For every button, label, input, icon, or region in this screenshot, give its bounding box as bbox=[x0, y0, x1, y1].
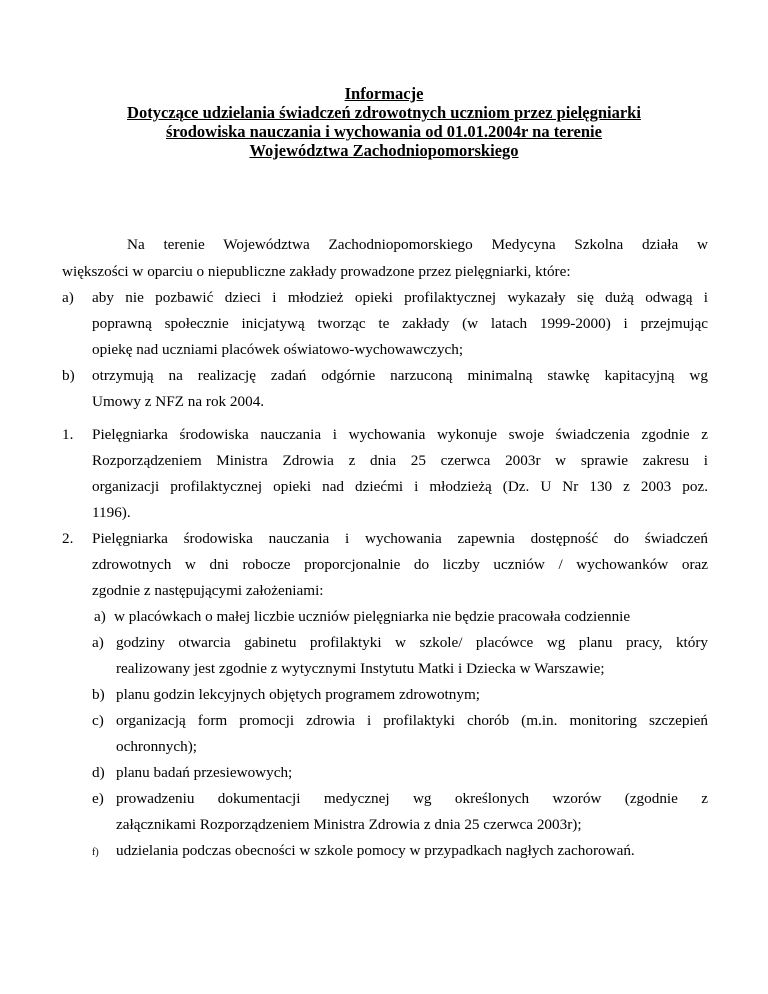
numbered-item-label: 2. bbox=[62, 530, 74, 547]
list-a-item-line: poprawną społecznie inicjatywą tworząc te zakłady (w latach 1999-2000) i przejmując bbox=[92, 315, 708, 332]
title-line-3: środowiska nauczania i wychowania od 01.01.2004r na terenie bbox=[166, 122, 602, 141]
subpoint-item bbox=[92, 838, 708, 864]
subpoint-line: prowadzeniu dokumentacji medycznej wg określonych wzorów (zgodnie z bbox=[116, 790, 708, 807]
subpoint-line: organizacją form promocji zdrowia i profilaktyki chorób (m.in. monitoring szczepień bbox=[116, 712, 708, 729]
list-a-item-label: a) bbox=[62, 289, 74, 306]
list-a-item bbox=[62, 363, 708, 415]
numbered-item-line: zdrowotnych w dni robocze proporcjonalnie do liczby uczniów / wychowanków oraz bbox=[92, 556, 708, 573]
subpoint-label: b) bbox=[92, 686, 105, 703]
document-title bbox=[60, 84, 708, 160]
subpoint-line: realizowany jest zgodnie z wytycznymi Instytutu Matki i Dziecka w Warszawie; bbox=[116, 660, 605, 677]
subpoint-label: c) bbox=[92, 712, 104, 729]
subpoint-line: załącznikami Rozporządzeniem Ministra Zdrowia z dnia 25 czerwca 2003r); bbox=[116, 816, 582, 833]
subpoint-line: planu badań przesiewowych; bbox=[116, 764, 293, 781]
numbered-item-line: Rozporządzeniem Ministra Zdrowia z dnia 25 czerwca 2003r w sprawie zakresu i bbox=[92, 452, 708, 469]
list-a-item-line: aby nie pozbawić dzieci i młodzież opieki profilaktycznej wykazały się dużą odwagą i bbox=[92, 289, 708, 306]
subpoint-line: ochronnych); bbox=[116, 738, 197, 755]
subpoint-label: e) bbox=[92, 790, 104, 807]
subpoint-item bbox=[92, 708, 708, 760]
intro-line-1: Na terenie Województwa Zachodniopomorskiego Medycyna Szkolna działa w bbox=[127, 236, 708, 253]
title-line-1: Informacje bbox=[344, 84, 424, 103]
numbered-item-line: 1196). bbox=[92, 504, 131, 521]
numbered-item-line: Pielęgniarka środowiska nauczania i wychowania zapewnia dostępność do świadczeń bbox=[92, 530, 708, 547]
subpoint-item bbox=[92, 760, 708, 786]
numbered-item-line: Pielęgniarka środowiska nauczania i wychowania wykonuje swoje świadczenia zgodnie z bbox=[92, 426, 708, 443]
subpoint-line: godziny otwarcia gabinetu profilaktyki w szkole/ placówce wg planu pracy, który bbox=[116, 634, 708, 651]
subpoint-item bbox=[92, 786, 708, 838]
subpoint-item bbox=[92, 682, 708, 708]
subpoint-label: f) bbox=[92, 847, 99, 858]
intro-line-2: większości w oparciu o niepubliczne zakłady prowadzone przez pielęgniarki, które: bbox=[62, 263, 571, 280]
numbered-item-line: organizacji profilaktycznej opieki nad dziećmi i młodzieżą (Dz. U Nr 130 z 2003 poz. bbox=[92, 478, 708, 495]
subpoint-list bbox=[92, 604, 708, 864]
subpoint-label: d) bbox=[92, 764, 105, 781]
subpoint-item bbox=[92, 604, 708, 630]
numbered-list bbox=[62, 422, 708, 864]
list-a-item bbox=[62, 285, 708, 363]
list-a-item-line: opiekę nad uczniami placówek oświatowo-wychowawczych; bbox=[92, 341, 464, 358]
list-a-item-line: Umowy z NFZ na rok 2004. bbox=[92, 393, 265, 410]
list-a-item-line: otrzymują na realizację zadań odgórnie narzuconą minimalną stawkę kapitacyjną wg bbox=[92, 367, 708, 384]
title-line-2: Dotyczące udzielania świadczeń zdrowotnych uczniom przez pielęgniarki bbox=[127, 103, 641, 122]
numbered-item-label: 1. bbox=[62, 426, 74, 443]
subpoint-line: udzielania podczas obecności w szkole pomocy w przypadkach nagłych zachorowań. bbox=[116, 842, 635, 859]
title-line-4: Województwa Zachodniopomorskiego bbox=[249, 141, 519, 160]
numbered-item bbox=[62, 422, 708, 526]
subpoint-line: w placówkach o małej liczbie uczniów pielęgniarka nie będzie pracowała codziennie bbox=[114, 608, 631, 625]
list-a-item-label: b) bbox=[62, 367, 75, 384]
numbered-item-line: zgodnie z następującymi założeniami: bbox=[92, 582, 324, 599]
subpoint-label: a) bbox=[92, 634, 104, 651]
subpoint-item bbox=[92, 630, 708, 682]
list-a bbox=[62, 285, 708, 415]
subpoint-label: a) bbox=[94, 608, 106, 625]
numbered-item bbox=[62, 526, 708, 604]
subpoint-line: planu godzin lekcyjnych objętych programem zdrowotnym; bbox=[116, 686, 480, 703]
